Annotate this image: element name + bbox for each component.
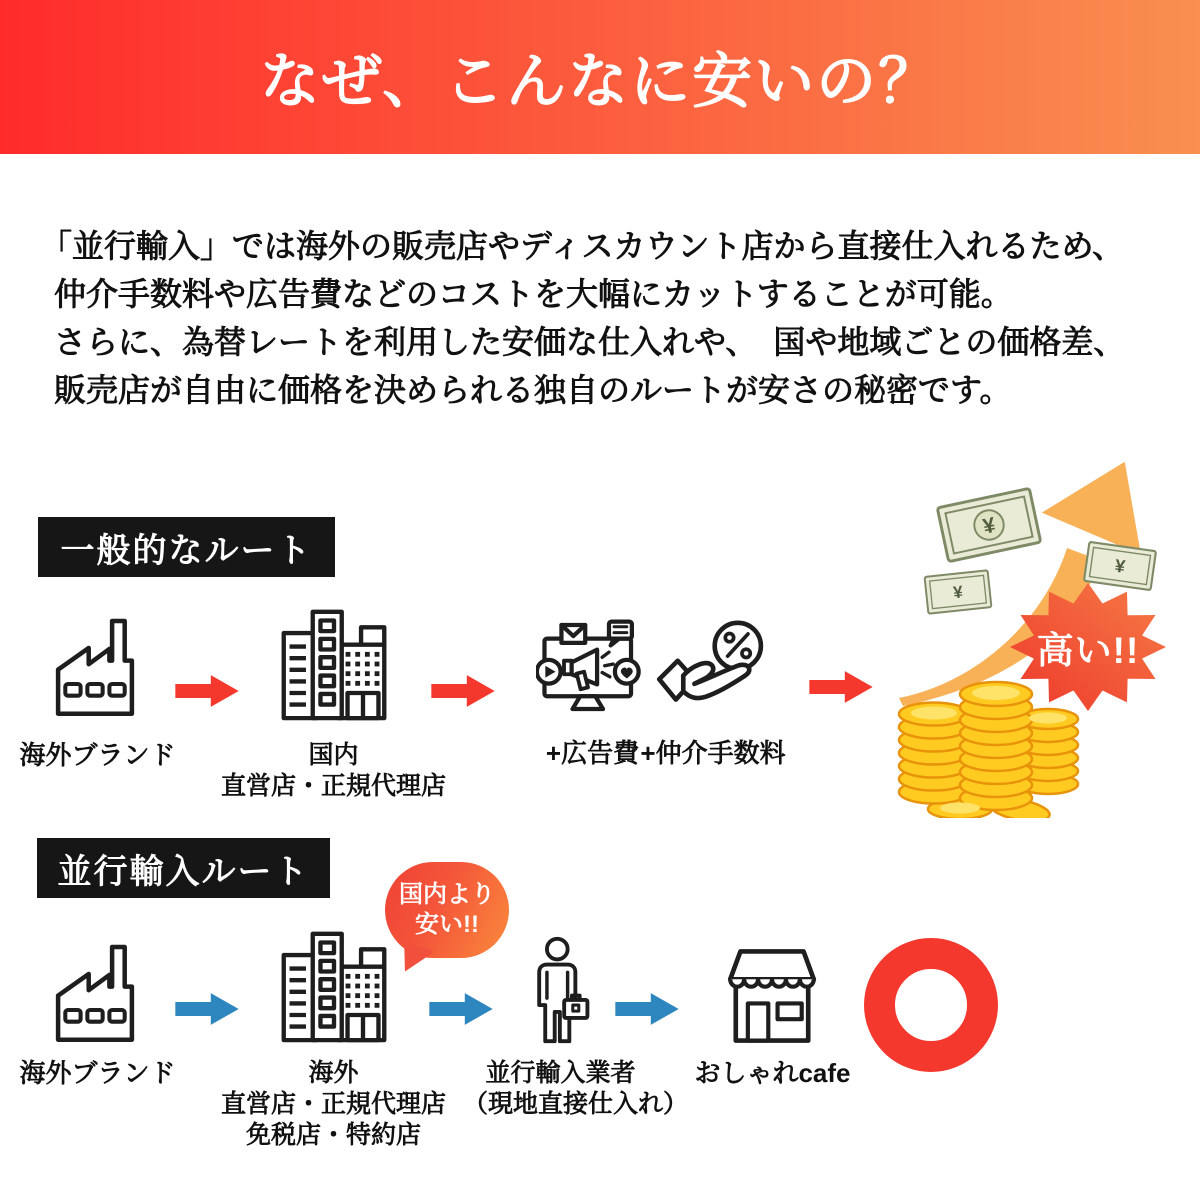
building-icon [276, 602, 392, 726]
digital-ad-icon [536, 616, 648, 724]
factory-label: 海外ブランド [19, 1058, 176, 1088]
commission-label: +仲介手数料 [640, 738, 786, 768]
bubble-line-2: 安い!! [415, 911, 479, 938]
header-banner [0, 0, 1200, 154]
importer-label: 並行輸入業者 （現地直接仕入れ） [463, 1059, 689, 1118]
building-icon [276, 926, 392, 1046]
intro-line-2: 仲介手数料や広告費などのコストを大幅にカットすることが可能。 [54, 276, 1013, 312]
cafe-label: おしゃれcafe [694, 1058, 851, 1088]
domestic-store-label: 国内 直営店・正規代理店 [221, 741, 447, 800]
page-title: なぜ、こんなに安いの？ [259, 48, 941, 115]
expensive-money-cluster [890, 440, 1190, 820]
hand-percent-icon [650, 618, 772, 722]
importer-person-icon [528, 936, 590, 1050]
factory-icon [50, 606, 140, 726]
svg-text:¥: ¥ [1113, 555, 1127, 577]
bubble-line-1: 国内より [399, 881, 495, 908]
intro-line-3: さらに、為替レートを利用した安価な仕入れや、 国や地域ごとの価格差、 [54, 324, 1126, 360]
overseas-store-label: 海外 直営店・正規代理店 免税店・特約店 [221, 1059, 447, 1149]
red-arrow-icon [800, 668, 882, 706]
blue-arrow-icon [422, 990, 500, 1028]
general-route-label: 一般的なルート [38, 517, 335, 577]
blue-arrow-icon [608, 990, 686, 1028]
expensive-burst-badge [1008, 582, 1168, 712]
ok-circle-icon [864, 938, 998, 1072]
storefront-icon [720, 944, 824, 1048]
factory-label: 海外ブランド [19, 740, 176, 770]
intro-line-1: 「並行輸入」では海外の販売店やディスカウント店から直接仕入れるため、 [40, 228, 1125, 264]
red-arrow-icon [424, 672, 502, 710]
svg-text:¥: ¥ [952, 581, 964, 603]
intro-line-4: 販売店が自由に価格を決められる独自のルートが安さの秘密です。 [54, 372, 1012, 408]
red-arrow-icon [168, 672, 246, 710]
expensive-badge-text: 高い!! [1036, 630, 1140, 671]
cheaper-speech-bubble [385, 862, 509, 958]
ad-cost-label: +広告費 [545, 738, 640, 768]
parallel-route-label: 並行輸入ルート [37, 838, 330, 898]
factory-icon [50, 935, 140, 1049]
yen-banknote-icon [923, 569, 993, 616]
blue-arrow-icon [168, 990, 246, 1028]
svg-text:¥: ¥ [980, 511, 998, 539]
intro-paragraph [40, 222, 1170, 414]
